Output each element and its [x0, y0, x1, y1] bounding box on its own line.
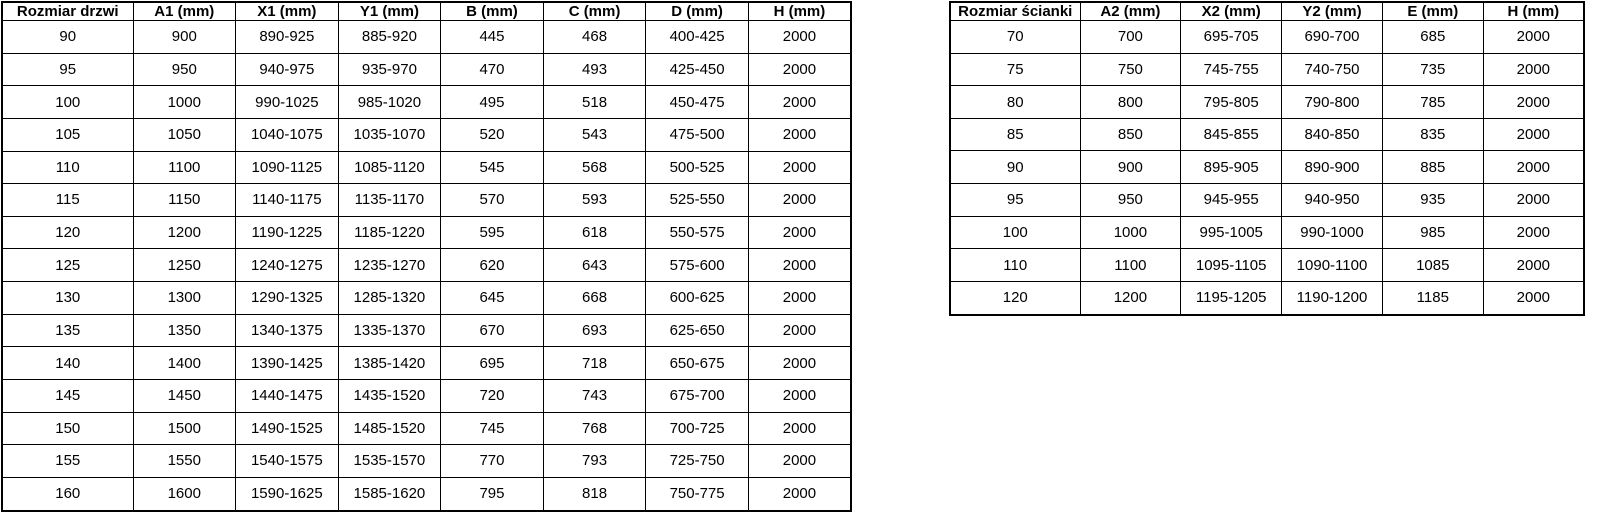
table-cell: 1600 [133, 477, 236, 511]
table-row [2, 379, 851, 412]
table-cell: 1150 [133, 184, 236, 217]
table-row [2, 184, 851, 217]
table-cell: 520 [441, 118, 544, 151]
table-cell: 525-550 [646, 184, 749, 217]
table-cell: 105 [2, 118, 133, 151]
table-row [950, 151, 1584, 184]
table-cell: 1385-1420 [338, 347, 441, 380]
table-cell: 2000 [748, 53, 851, 86]
table-cell: 2000 [1483, 249, 1584, 282]
table-cell: 90 [2, 21, 133, 54]
table-cell: 100 [2, 86, 133, 119]
table-cell: 2000 [748, 249, 851, 282]
table-cell: 650-675 [646, 347, 749, 380]
table-cell: 518 [543, 86, 646, 119]
table-cell: 693 [543, 314, 646, 347]
table-cell: 1435-1520 [338, 379, 441, 412]
table-cell: 1285-1320 [338, 282, 441, 315]
table-cell: 740-750 [1282, 53, 1383, 86]
table-cell: 150 [2, 412, 133, 445]
table-cell: 670 [441, 314, 544, 347]
table-cell: 445 [441, 21, 544, 54]
table-cell: 743 [543, 379, 646, 412]
table-cell: 2000 [1483, 86, 1584, 119]
table-cell: 1140-1175 [236, 184, 339, 217]
table-cell: 645 [441, 282, 544, 315]
table-cell: 2000 [1483, 118, 1584, 151]
table-cell: 2000 [748, 151, 851, 184]
table-cell: 735 [1382, 53, 1483, 86]
table-cell: 120 [950, 281, 1080, 315]
table-cell: 800 [1080, 86, 1181, 119]
table-cell: 1500 [133, 412, 236, 445]
table-cell: 1090-1125 [236, 151, 339, 184]
column-header: X2 (mm) [1181, 2, 1282, 21]
table-row [2, 412, 851, 445]
table-cell: 900 [1080, 151, 1181, 184]
table-cell: 1100 [133, 151, 236, 184]
table-cell: 1240-1275 [236, 249, 339, 282]
table-row [950, 21, 1584, 54]
table-cell: 595 [441, 216, 544, 249]
table-cell: 1250 [133, 249, 236, 282]
table-cell: 718 [543, 347, 646, 380]
table-cell: 2000 [748, 216, 851, 249]
table-cell: 695 [441, 347, 544, 380]
table-cell: 1400 [133, 347, 236, 380]
table-cell: 130 [2, 282, 133, 315]
table-cell: 750-775 [646, 477, 749, 511]
table-cell: 475-500 [646, 118, 749, 151]
table-cell: 1390-1425 [236, 347, 339, 380]
table-cell: 835 [1382, 118, 1483, 151]
table-cell: 400-425 [646, 21, 749, 54]
table-row [2, 53, 851, 86]
table-cell: 1185 [1382, 281, 1483, 315]
table-cell: 1190-1200 [1282, 281, 1383, 315]
table-cell: 2000 [748, 412, 851, 445]
column-header: A1 (mm) [133, 2, 236, 21]
table-cell: 1235-1270 [338, 249, 441, 282]
table-cell: 1035-1070 [338, 118, 441, 151]
table-cell: 745-755 [1181, 53, 1282, 86]
table-cell: 2000 [748, 118, 851, 151]
table-cell: 468 [543, 21, 646, 54]
table-cell: 70 [950, 21, 1080, 54]
header-row [950, 2, 1584, 21]
table-row [950, 86, 1584, 119]
table-cell: 2000 [748, 86, 851, 119]
table-cell: 940-975 [236, 53, 339, 86]
table-cell: 1100 [1080, 249, 1181, 282]
door-sizes-table [1, 1, 852, 512]
table-cell: 793 [543, 445, 646, 478]
table-cell: 115 [2, 184, 133, 217]
table-cell: 935 [1382, 184, 1483, 217]
table-cell: 1085 [1382, 249, 1483, 282]
column-header: A2 (mm) [1080, 2, 1181, 21]
table-cell: 990-1000 [1282, 216, 1383, 249]
table-cell: 1050 [133, 118, 236, 151]
table-cell: 885 [1382, 151, 1483, 184]
table-cell: 1195-1205 [1181, 281, 1282, 315]
table-cell: 2000 [748, 21, 851, 54]
table-row [2, 151, 851, 184]
table-cell: 950 [133, 53, 236, 86]
table-cell: 618 [543, 216, 646, 249]
table-cell: 1090-1100 [1282, 249, 1383, 282]
table-cell: 850 [1080, 118, 1181, 151]
table-cell: 1340-1375 [236, 314, 339, 347]
table-cell: 2000 [1483, 21, 1584, 54]
table-cell: 1200 [1080, 281, 1181, 315]
table-row [2, 477, 851, 511]
table-cell: 90 [950, 151, 1080, 184]
table-cell: 100 [950, 216, 1080, 249]
table-cell: 995-1005 [1181, 216, 1282, 249]
wall-table-body [950, 21, 1584, 316]
column-header: H (mm) [1483, 2, 1584, 21]
table-cell: 768 [543, 412, 646, 445]
table-cell: 500-525 [646, 151, 749, 184]
column-header: D (mm) [646, 2, 749, 21]
table-cell: 840-850 [1282, 118, 1383, 151]
table-cell: 1190-1225 [236, 216, 339, 249]
table-cell: 495 [441, 86, 544, 119]
table-cell: 600-625 [646, 282, 749, 315]
table-cell: 550-575 [646, 216, 749, 249]
table-cell: 2000 [748, 379, 851, 412]
table-cell: 818 [543, 477, 646, 511]
table-cell: 2000 [1483, 53, 1584, 86]
table-row [2, 282, 851, 315]
table-cell: 795 [441, 477, 544, 511]
table-row [2, 216, 851, 249]
table-cell: 545 [441, 151, 544, 184]
table-cell: 1300 [133, 282, 236, 315]
table-cell: 940-950 [1282, 184, 1383, 217]
table-cell: 1550 [133, 445, 236, 478]
table-cell: 125 [2, 249, 133, 282]
table-cell: 120 [2, 216, 133, 249]
table-cell: 2000 [748, 347, 851, 380]
table-cell: 110 [950, 249, 1080, 282]
table-cell: 690-700 [1282, 21, 1383, 54]
table-cell: 2000 [748, 282, 851, 315]
table-cell: 1000 [133, 86, 236, 119]
table-cell: 2000 [1483, 184, 1584, 217]
table-row [2, 86, 851, 119]
table-row [950, 53, 1584, 86]
table-cell: 785 [1382, 86, 1483, 119]
table-cell: 568 [543, 151, 646, 184]
table-cell: 2000 [748, 477, 851, 511]
table-cell: 770 [441, 445, 544, 478]
table-cell: 1590-1625 [236, 477, 339, 511]
table-cell: 1085-1120 [338, 151, 441, 184]
table-cell: 885-920 [338, 21, 441, 54]
table-cell: 2000 [1483, 151, 1584, 184]
table-cell: 1040-1075 [236, 118, 339, 151]
table-cell: 990-1025 [236, 86, 339, 119]
table-cell: 2000 [1483, 281, 1584, 315]
table-cell: 160 [2, 477, 133, 511]
table-cell: 700 [1080, 21, 1181, 54]
table-cell: 1335-1370 [338, 314, 441, 347]
table-cell: 470 [441, 53, 544, 86]
table-cell: 945-955 [1181, 184, 1282, 217]
table-cell: 750 [1080, 53, 1181, 86]
table-cell: 985-1020 [338, 86, 441, 119]
column-header: Rozmiar ścianki [950, 2, 1080, 21]
table-cell: 2000 [748, 445, 851, 478]
table-cell: 1485-1520 [338, 412, 441, 445]
door-table-body [2, 21, 851, 512]
table-cell: 1490-1525 [236, 412, 339, 445]
table-cell: 1450 [133, 379, 236, 412]
column-header: H (mm) [748, 2, 851, 21]
table-cell: 1585-1620 [338, 477, 441, 511]
table-cell: 643 [543, 249, 646, 282]
table-row [2, 445, 851, 478]
table-cell: 900 [133, 21, 236, 54]
table-cell: 668 [543, 282, 646, 315]
table-row [2, 314, 851, 347]
table-cell: 685 [1382, 21, 1483, 54]
table-row [2, 347, 851, 380]
table-cell: 110 [2, 151, 133, 184]
table-cell: 1540-1575 [236, 445, 339, 478]
table-cell: 2000 [748, 314, 851, 347]
table-cell: 1350 [133, 314, 236, 347]
table-cell: 75 [950, 53, 1080, 86]
table-row [2, 118, 851, 151]
table-cell: 890-925 [236, 21, 339, 54]
table-cell: 695-705 [1181, 21, 1282, 54]
header-row [2, 2, 851, 21]
column-header: Rozmiar drzwi [2, 2, 133, 21]
table-cell: 745 [441, 412, 544, 445]
table-cell: 700-725 [646, 412, 749, 445]
table-cell: 845-855 [1181, 118, 1282, 151]
table-cell: 1440-1475 [236, 379, 339, 412]
table-row [2, 249, 851, 282]
table-cell: 95 [950, 184, 1080, 217]
table-cell: 155 [2, 445, 133, 478]
table-cell: 1535-1570 [338, 445, 441, 478]
table-cell: 493 [543, 53, 646, 86]
table-cell: 935-970 [338, 53, 441, 86]
table-cell: 85 [950, 118, 1080, 151]
table-cell: 725-750 [646, 445, 749, 478]
column-header: Y1 (mm) [338, 2, 441, 21]
table-cell: 135 [2, 314, 133, 347]
table-cell: 425-450 [646, 53, 749, 86]
table-cell: 140 [2, 347, 133, 380]
table-row [2, 21, 851, 54]
table-cell: 950 [1080, 184, 1181, 217]
table-cell: 1200 [133, 216, 236, 249]
column-header: B (mm) [441, 2, 544, 21]
table-cell: 543 [543, 118, 646, 151]
table-cell: 1290-1325 [236, 282, 339, 315]
table-row [950, 216, 1584, 249]
table-cell: 720 [441, 379, 544, 412]
table-cell: 625-650 [646, 314, 749, 347]
table-cell: 890-900 [1282, 151, 1383, 184]
column-header: C (mm) [543, 2, 646, 21]
column-header: Y2 (mm) [1282, 2, 1383, 21]
table-cell: 575-600 [646, 249, 749, 282]
table-cell: 795-805 [1181, 86, 1282, 119]
column-header: E (mm) [1382, 2, 1483, 21]
table-row [950, 249, 1584, 282]
table-cell: 620 [441, 249, 544, 282]
table-cell: 985 [1382, 216, 1483, 249]
table-cell: 593 [543, 184, 646, 217]
table-cell: 1135-1170 [338, 184, 441, 217]
table-cell: 570 [441, 184, 544, 217]
table-row [950, 281, 1584, 315]
table-row [950, 118, 1584, 151]
wall-panel-sizes-table [949, 1, 1585, 316]
table-cell: 675-700 [646, 379, 749, 412]
column-header: X1 (mm) [236, 2, 339, 21]
table-cell: 895-905 [1181, 151, 1282, 184]
table-cell: 145 [2, 379, 133, 412]
door-table-header [2, 2, 851, 21]
wall-table-header [950, 2, 1584, 21]
table-cell: 2000 [1483, 216, 1584, 249]
table-row [950, 184, 1584, 217]
table-cell: 2000 [748, 184, 851, 217]
table-cell: 1000 [1080, 216, 1181, 249]
table-cell: 450-475 [646, 86, 749, 119]
table-cell: 1185-1220 [338, 216, 441, 249]
table-cell: 790-800 [1282, 86, 1383, 119]
table-cell: 1095-1105 [1181, 249, 1282, 282]
table-cell: 95 [2, 53, 133, 86]
table-cell: 80 [950, 86, 1080, 119]
